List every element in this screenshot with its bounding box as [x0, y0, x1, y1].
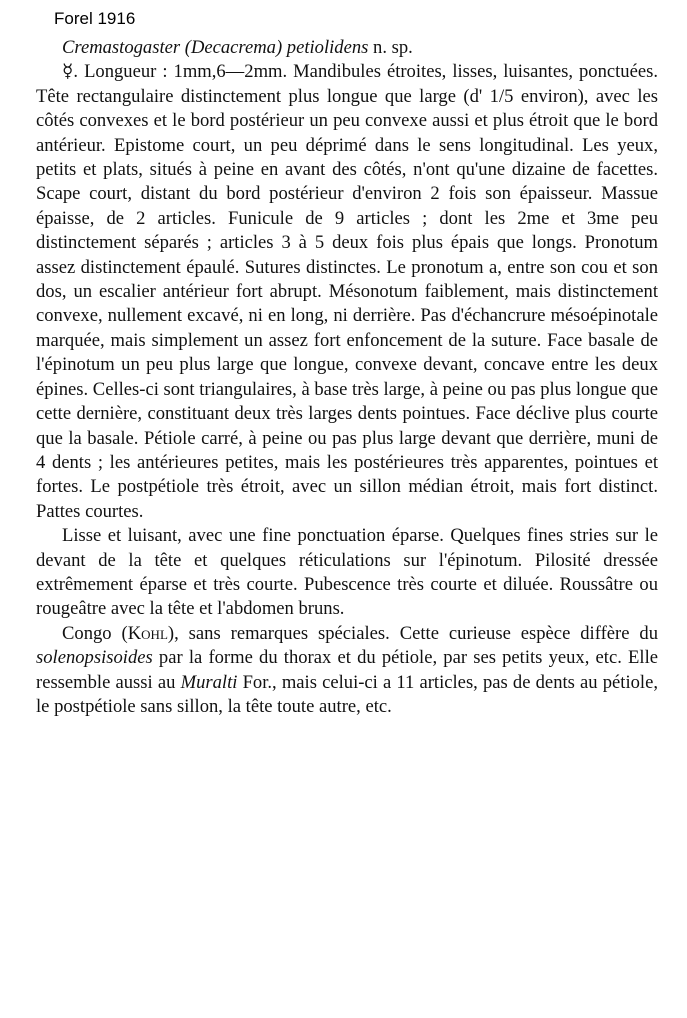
reference-species-1: solenopsisoides — [36, 647, 153, 669]
collector-name: Kohl — [127, 622, 168, 644]
locality: Congo — [62, 622, 112, 644]
species-name: Cremastogaster (Decacrema) petiolidens — [62, 37, 369, 58]
remarks-text-c: For., mais celui-ci a 11 articles, pas de dents au pétiole, le postpétiole sans sillon, la tête toute autre, etc. — [36, 671, 659, 717]
species-description — [36, 36, 658, 719]
species-heading — [36, 36, 658, 60]
worker-morphology-paragraph: ☿. Longueur : 1mm,6—2mm. Mandibules étroites, lisses, luisantes, ponctuées. Tête rectangulaire distinctement plus longue que large (d' 1/5 environ), avec les côtés convexes et le bord postérieur un peu convexe aussi et plus étroit que le bord antérieur. Epistome court, un peu déprimé dans le sens longitudinal. Les yeux, petits et plats, situés à peine en avant des côtés, n'ont qu'une dizaine de facettes. Scape court, distant du bord postérieur d'environ 2 fois son épaisseur. Massue épaisse, de 2 articles. Funicule de 9 articles ; dont les 2me et 3me peu distinctement séparés ; articles 3 à 5 deux fois plus épais que longs. Pronotum assez distinctement épaulé. Sutures distinctes. Le pronotum a, entre son cou et son dos, un escalier antérieur fort abrupt. Mésonotum faiblement, mais distinctement convexe, nullement excavé, ni en long, ni derrière. Pas d'échancrure mésoépinotale marquée, mais simplement un assez fort enfoncement de la suture. Face basale de l'épinotum un peu plus large que longue, convexe devant, concave entre les deux épines. Celles-ci sont triangulaires, à base très large, à peine ou pas plus longue que cette dernière, constituant deux très larges dents pointues. Face déclive plus courte que la basale. Pétiole carré, à peine ou pas plus large devant que derrière, muni de 4 dents ; les antérieures petites, mais les postérieures très apparentes, pointues et fortes. Le postpétiole très étroit, avec un sillon médian étroit, mais fort distinct. Pattes courtes. — [36, 61, 658, 522]
remarks-text-a: , sans remarques spéciales. Cette curieuse espèce diffère du — [174, 622, 658, 644]
sculpture-color-paragraph: Lisse et luisant, avec une fine ponctuation éparse. Quelques fines stries sur le devant de la tête et quelques réticulations sur l'épinotum. Pilosité dressée extrêmement éparse et très courte. Pubescence très courte et diluée. Roussâtre ou rougeâtre avec la tête et l'abdomen bruns. — [36, 525, 658, 620]
remarks-text-b: par la forme du thorax et du pétiole, par ses petits yeux, etc. Elle ressemble aussi au — [36, 647, 658, 693]
reference-species-2: Muralti — [180, 671, 238, 693]
source-label: Forel 1916 — [54, 9, 136, 28]
locality-remarks-paragraph: Congo (Kohl), sans remarques spéciales. Cette curieuse espèce diffère du solenopsisoides par la forme du thorax et du pétiole, par ses petits yeux, etc. Elle ressemble aussi au Muralti For., mais celui-ci a 11 articles, pas de dents au pétiole, le postpétiole sans sillon, la tête toute autre, etc. — [36, 622, 659, 717]
species-status: n. sp. — [373, 37, 413, 58]
